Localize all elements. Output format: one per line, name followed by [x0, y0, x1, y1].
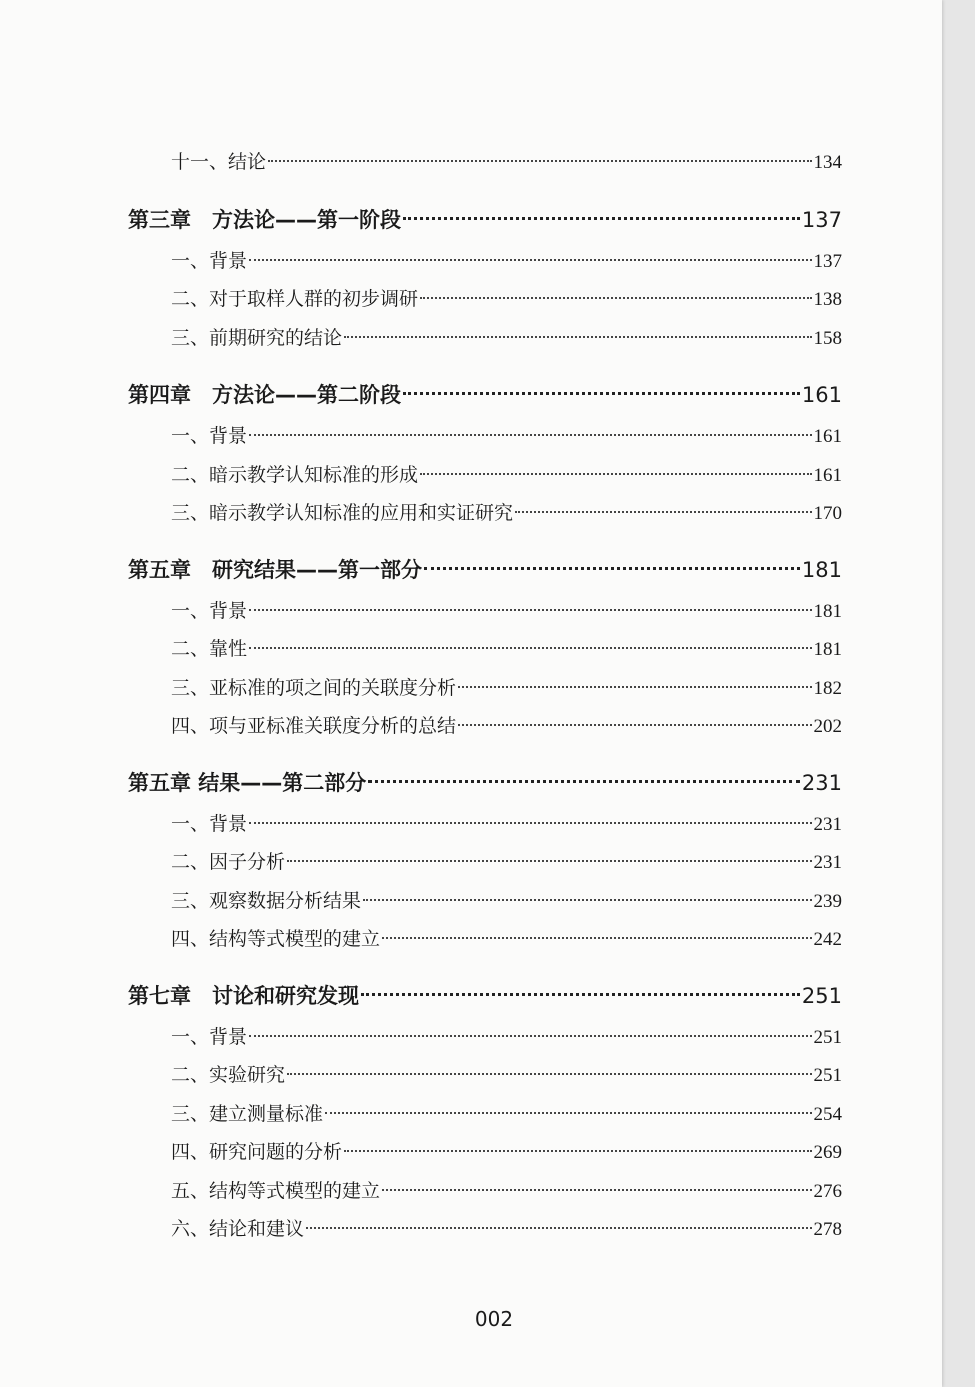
chapter-page: 251 — [801, 984, 842, 1008]
dot-leader — [268, 160, 811, 162]
chapter-page: 231 — [801, 771, 842, 795]
dot-leader — [420, 297, 811, 299]
section-page: 251 — [813, 1065, 842, 1086]
toc-section-entry — [171, 1099, 842, 1126]
chapter-title: 第三章 方法论——第一阶段 — [128, 208, 401, 232]
section-page: 158 — [813, 328, 842, 349]
toc-section-entry — [171, 323, 842, 350]
toc-section-entry — [171, 711, 842, 738]
dot-leader — [249, 1035, 811, 1037]
dot-leader — [458, 686, 811, 688]
dot-leader — [361, 993, 800, 996]
dot-leader — [344, 1150, 811, 1152]
page-number: 002 — [474, 1307, 514, 1331]
toc-chapter-entry — [128, 980, 842, 1010]
section-title: 二、靠性 — [171, 638, 248, 660]
dot-leader — [287, 1073, 811, 1075]
toc-chapter-entry — [128, 554, 842, 584]
dot-leader — [382, 1189, 811, 1191]
toc-section-entry — [171, 1022, 842, 1049]
section-page: 161 — [813, 465, 842, 486]
dot-leader — [249, 259, 811, 261]
section-title: 二、暗示教学认知标准的形成 — [171, 464, 419, 486]
dot-leader — [344, 336, 811, 338]
section-title: 十一、结论 — [171, 151, 267, 173]
dot-leader — [325, 1112, 811, 1114]
dot-leader — [420, 473, 811, 475]
section-page: 181 — [813, 601, 842, 622]
dot-leader — [363, 899, 811, 901]
dot-leader — [249, 647, 811, 649]
section-page: 170 — [813, 503, 842, 524]
section-title: 三、观察数据分析结果 — [171, 890, 362, 912]
section-title: 五、结构等式模型的建立 — [171, 1180, 381, 1202]
section-title: 一、背景 — [171, 600, 248, 622]
section-title: 一、背景 — [171, 425, 248, 447]
toc-section-entry — [171, 1137, 842, 1164]
dot-leader — [306, 1227, 811, 1229]
section-title: 二、实验研究 — [171, 1064, 286, 1086]
toc-section-entry — [171, 1214, 842, 1241]
toc-section-entry — [171, 596, 842, 623]
section-page: 134 — [813, 152, 842, 173]
toc-chapter-entry — [128, 204, 842, 234]
dot-leader — [403, 392, 800, 395]
toc-section-entry — [171, 147, 842, 174]
section-title: 二、对于取样人群的初步调研 — [171, 288, 419, 310]
section-title: 一、背景 — [171, 1026, 248, 1048]
section-title: 三、前期研究的结论 — [171, 327, 343, 349]
toc-section-entry — [171, 673, 842, 700]
section-page: 231 — [813, 814, 842, 835]
section-title: 三、亚标准的项之间的关联度分析 — [171, 677, 457, 699]
section-title: 六、结论和建议 — [171, 1218, 305, 1240]
toc-section-entry — [171, 498, 842, 525]
toc-section-entry — [171, 246, 842, 273]
dot-leader — [515, 511, 811, 513]
chapter-page: 181 — [801, 558, 842, 582]
dot-leader — [249, 609, 811, 611]
toc-section-entry — [171, 1176, 842, 1203]
toc-section-entry — [171, 847, 842, 874]
section-title: 一、背景 — [171, 250, 248, 272]
dot-leader — [249, 434, 811, 436]
dot-leader — [368, 780, 800, 783]
toc-section-entry — [171, 421, 842, 448]
section-page: 239 — [813, 891, 842, 912]
toc-section-entry — [171, 1060, 842, 1087]
section-page: 254 — [813, 1104, 842, 1125]
section-page: 181 — [813, 639, 842, 660]
section-page: 251 — [813, 1027, 842, 1048]
toc-section-entry — [171, 886, 842, 913]
dot-leader — [382, 937, 811, 939]
section-page: 202 — [813, 716, 842, 737]
toc-section-entry — [171, 460, 842, 487]
chapter-title: 第五章 研究结果——第一部分 — [128, 558, 422, 582]
section-page: 278 — [813, 1219, 842, 1240]
section-title: 四、结构等式模型的建立 — [171, 928, 381, 950]
chapter-page: 161 — [801, 383, 842, 407]
section-title: 一、背景 — [171, 813, 248, 835]
toc-section-entry — [171, 809, 842, 836]
section-title: 四、研究问题的分析 — [171, 1141, 343, 1163]
dot-leader — [458, 724, 811, 726]
dot-leader — [249, 822, 811, 824]
section-title: 三、暗示教学认知标准的应用和实证研究 — [171, 502, 514, 524]
toc-section-entry — [171, 634, 842, 661]
toc-chapter-entry — [128, 767, 842, 797]
section-page: 242 — [813, 929, 842, 950]
section-page: 138 — [813, 289, 842, 310]
chapter-title: 第五章 结果——第二部分 — [128, 771, 367, 795]
toc-section-entry — [171, 924, 842, 951]
dot-leader — [403, 217, 800, 220]
chapter-title: 第四章 方法论——第二阶段 — [128, 383, 401, 407]
section-title: 二、因子分析 — [171, 851, 286, 873]
section-page: 231 — [813, 852, 842, 873]
section-page: 269 — [813, 1142, 842, 1163]
section-title: 三、建立测量标准 — [171, 1103, 324, 1125]
section-page: 182 — [813, 678, 842, 699]
section-title: 四、项与亚标准关联度分析的总结 — [171, 715, 457, 737]
toc-chapter-entry — [128, 379, 842, 409]
section-page: 276 — [813, 1181, 842, 1202]
section-page: 161 — [813, 426, 842, 447]
dot-leader — [424, 567, 800, 570]
chapter-title: 第七章 讨论和研究发现 — [128, 984, 359, 1008]
dot-leader — [287, 860, 811, 862]
chapter-page: 137 — [801, 208, 842, 232]
toc-section-entry — [171, 284, 842, 311]
section-page: 137 — [813, 251, 842, 272]
